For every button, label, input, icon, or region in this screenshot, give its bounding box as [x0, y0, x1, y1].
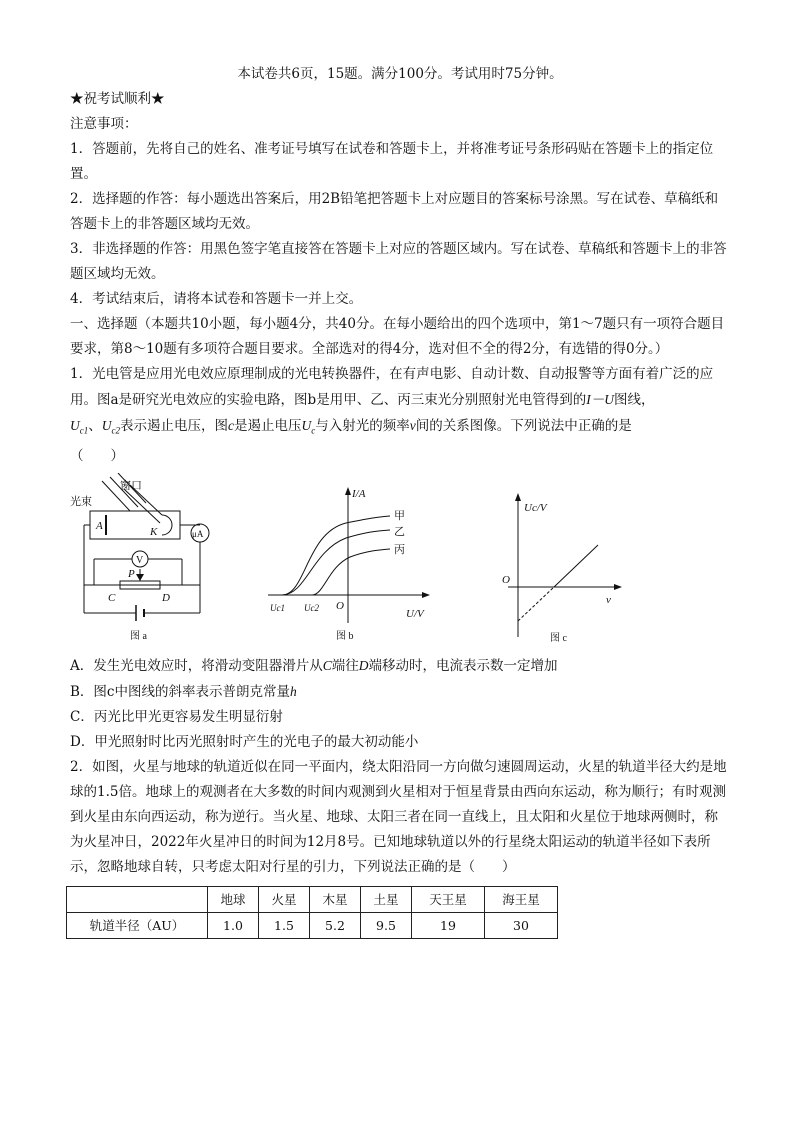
question-1-stem: 1．光电管是应用光电效应原理制成的光电转换器件，在有声电影、自动计数、自动报警等方面有着广泛的应用。图a是研究光电效应的实验电路，图b是用甲、乙、丙三束光分别照射光电管得到的I－U图线， $U_{c1}$、$U_{c2}$表示遏止电压，图c是遏止电压$U_c$与入射光的频率ν间的关系图像。下列说法中正确的是 — [70, 366, 714, 436]
table-cell-neptune: 30 — [485, 912, 558, 938]
figure-a-circuit — [70, 473, 220, 643]
question-1-figures — [70, 473, 730, 653]
axis-label-uc: Uc/V — [524, 501, 547, 514]
q1-option-a: A．发生光电效应时，将滑动变阻器滑片从C端往D端移动时，电流表示数一定增加 — [70, 657, 558, 674]
table-header-uranus: 天王星 — [412, 886, 485, 912]
label-end-c: C — [108, 591, 116, 604]
table-header-neptune: 海王星 — [485, 886, 558, 912]
note-1: 1．答题前，先将自己的姓名、准考证号填写在试卷和答题卡上，并将准考证号条形码贴在答题卡上的指定位置。 — [70, 141, 714, 182]
uc-nu-extension — [518, 587, 554, 621]
curve-bing — [312, 549, 390, 595]
table-cell-mars: 1.5 — [259, 912, 310, 938]
table-header-row — [67, 886, 558, 912]
question-2-stem: 2．如图，火星与地球的轨道近似在同一平面内，绕太阳沿同一方向做匀速圆周运动，火星的轨道半径大约是地球的1.5倍。地球上的观测者在大多数的时间内观测到火星相对于恒星背景由西向东运动，称为顺行；有时观测到火星由东向西运动，称为逆行。当火星、地球、太阳三者在同一直线上，且太阳和火星位于地球两侧时，称为火星冲日，2022年火星冲日的时间为12月8号。已知地球轨道以外的行星绕太阳运动的轨道半径如下表所示，忽略地球自转，只考虑太阳对行星的引力，下列说法正确的是（ ） — [70, 758, 727, 875]
table-row-label: 轨道半径（AU） — [67, 912, 208, 938]
figure-c-caption: 图 c — [550, 632, 567, 643]
label-window: 窗口 — [120, 479, 142, 492]
table-header-earth: 地球 — [208, 886, 259, 912]
q1-option-d: D．甲光照射时比丙光照射时产生的光电子的最大初动能小 — [70, 733, 419, 750]
series-label-jia: 甲 — [394, 509, 405, 522]
section-1-heading: 一、选择题（本题共10小题，每小题4分，共40分。在每小题给出的四个选项中，第1～7题只有一项符合题目要求，第8～10题有多项符合题目要求。全部选对的得4分，选对但不全的得2分，有选错的得0分。） — [70, 316, 725, 357]
table-header-mars: 火星 — [259, 886, 310, 912]
note-3: 3．非选择题的作答：用黑色签字笔直接答在答题卡上对应的答题区域内。写在试卷、草稿纸和答题卡上的非答题区域均无效。 — [70, 241, 727, 282]
table-cell-earth: 1.0 — [208, 912, 259, 938]
table-header-jupiter: 木星 — [310, 886, 361, 912]
q1-option-c: C．丙光比甲光更容易发生明显衍射 — [70, 708, 283, 725]
question-1-answer-blank: （ ） — [70, 447, 124, 464]
good-luck-wish: ★祝考试顺利★ — [70, 91, 165, 107]
table-cell-saturn: 9.5 — [361, 912, 412, 938]
axis-label-nu: ν — [606, 593, 611, 606]
table-corner-cell — [67, 886, 208, 912]
figure-b-caption: 图 b — [336, 630, 354, 642]
label-microammeter: μA — [192, 528, 204, 539]
label-end-d: D — [162, 591, 170, 604]
figure-b-iu-graph — [266, 483, 436, 643]
uc-nu-line — [554, 545, 598, 587]
note-2: 2．选择题的作答：每小题选出答案后，用2B铅笔把答题卡上对应题目的答案标号涂黑。写在试卷、草稿纸和答题卡上的非答题区域均无效。 — [70, 191, 719, 232]
label-cathode: K — [150, 525, 158, 538]
origin-label: O — [336, 599, 344, 612]
table-cell-jupiter: 5.2 — [310, 912, 361, 938]
orbit-radius-table — [66, 886, 558, 939]
curve-jia — [282, 516, 390, 595]
label-beam: 光束 — [70, 495, 92, 508]
label-voltmeter: V — [136, 554, 144, 566]
axis-label-i: I/A — [352, 487, 366, 500]
series-label-bing: 丙 — [394, 543, 405, 556]
tick-label-uc1: Uc1 — [270, 602, 285, 613]
note-4: 4．考试结束后，请将本试卷和答题卡一并上交。 — [70, 291, 363, 307]
tick-label-uc2: Uc2 — [304, 602, 319, 613]
table-row — [67, 912, 558, 938]
axis-label-u: U/V — [406, 607, 424, 620]
notes-title: 注意事项： — [70, 116, 138, 132]
table-header-saturn: 土星 — [361, 886, 412, 912]
q1-option-b: B．图c中图线的斜率表示普朗克常量h — [70, 683, 297, 700]
origin-label-c: O — [502, 573, 510, 586]
series-label-yi: 乙 — [394, 525, 405, 538]
figure-c-uc-nu-graph — [494, 491, 624, 643]
exam-info: 本试卷共6页，15题。满分100分。考试用时75分钟。 — [237, 66, 563, 82]
table-cell-uranus: 19 — [412, 912, 485, 938]
label-slider-p: P — [128, 567, 135, 580]
curve-yi — [282, 530, 390, 595]
exam-page — [70, 62, 730, 939]
figure-a-caption: 图 a — [130, 630, 147, 642]
label-anode: A — [96, 519, 103, 532]
